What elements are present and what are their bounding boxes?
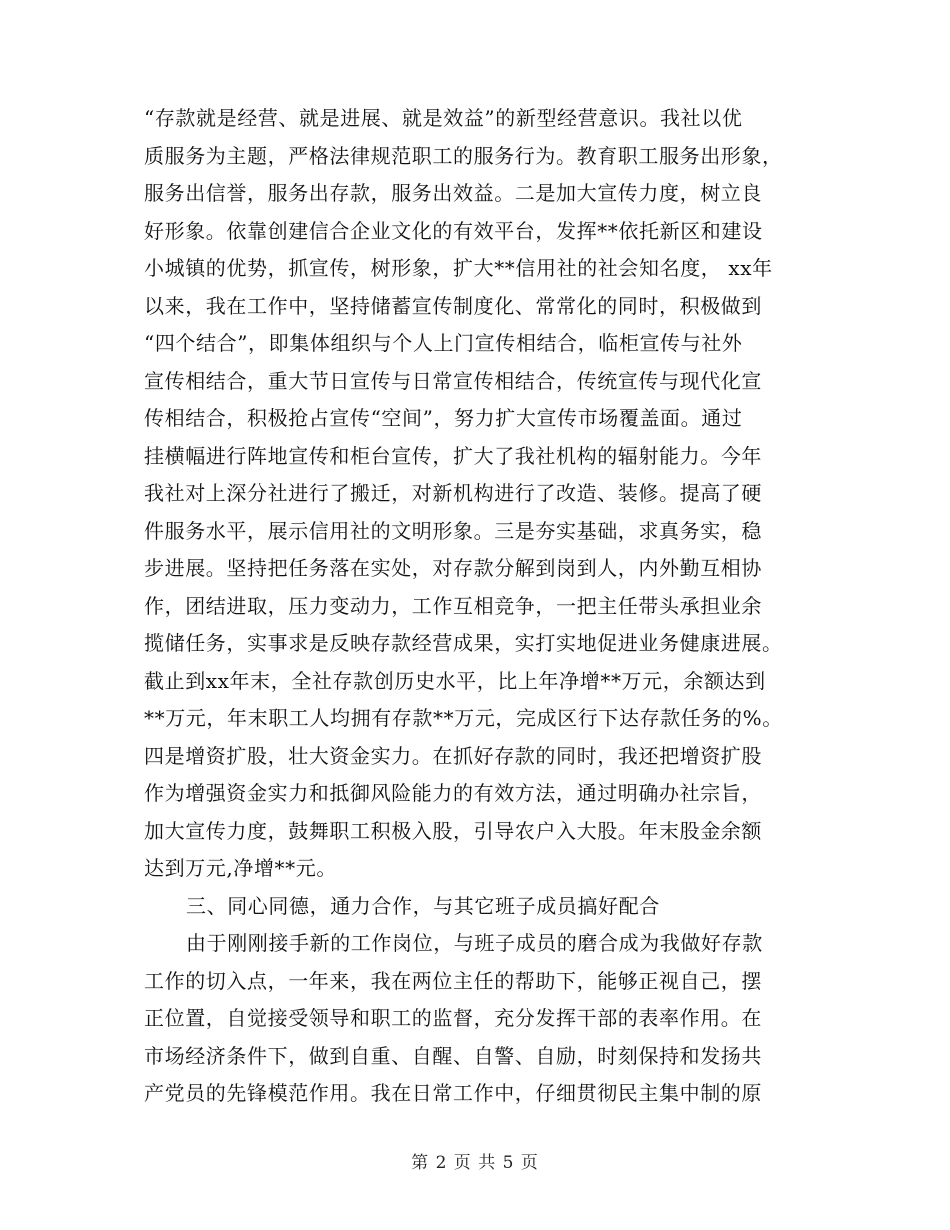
- paragraph-line: 四是增资扩股，壮大资金实力。在抓好存款的同时，我还把增资扩股: [144, 743, 762, 768]
- paragraph-line: 加大宣传力度，鼓舞职工积极入股，引导农户入大股。年末股金余额: [144, 818, 762, 843]
- paragraph-line: “四个结合”，即集体组织与个人上门宣传相结合，临柜宣传与社外: [144, 331, 743, 355]
- paragraph-line: 传相结合，积极抢占宣传“空间”，努力扩大宣传市场覆盖面。通过: [144, 406, 743, 430]
- paragraph-line: 质服务为主题，严格法律规范职工的服务行为。教育职工服务出形象，: [144, 143, 783, 168]
- paragraph-line: 好形象。依靠创建信合企业文化的有效平台，发挥**依托新区和建设: [144, 218, 763, 243]
- paragraph-line: 市场经济条件下，做到自重、自醒、自警、自励，时刻保持和发扬共: [144, 1043, 762, 1068]
- paragraph-line: 作，团结进取，压力变动力，工作互相竞争，一把主任带头承担业余: [144, 593, 762, 618]
- paragraph-line: 我社对上深分社进行了搬迁，对新机构进行了改造、装修。提高了硬: [144, 481, 762, 505]
- paragraph-line: 件服务水平，展示信用社的文明形象。三是夯实基础，求真务实，稳: [144, 518, 762, 543]
- paragraph-line: “存款就是经营、就是进展、就是效益”的新型经营意识。我社以优: [144, 106, 743, 130]
- paragraph-line: 挂横幅进行阵地宣传和柜台宣传，扩大了我社机构的辐射能力。今年: [144, 443, 762, 468]
- paragraph-line: 小城镇的优势，抓宣传，树形象，扩大**信用社的社会知名度， xx年: [144, 256, 773, 280]
- page-number-footer: 第 2 页 共 5 页: [411, 1153, 539, 1173]
- paragraph-line: 产党员的先锋模范作用。我在日常工作中，仔细贯彻民主集中制的原: [144, 1081, 762, 1105]
- section-heading: 三、同心同德，通力合作，与其它班子成员搞好配合: [186, 893, 660, 918]
- paragraph-line: **万元，年末职工人均拥有存款**万元，完成区行下达存款任务的%。: [144, 706, 783, 730]
- paragraph-line: 服务出信誉，服务出存款，服务出效益。二是加大宣传力度，树立良: [144, 181, 762, 205]
- paragraph-line: 步进展。坚持把任务落在实处，对存款分解到岗到人，内外勤互相协: [144, 556, 762, 580]
- paragraph-line: 截止到xx年末，全社存款创历史水平，比上年净增**万元，余额达到: [144, 668, 766, 693]
- paragraph-line: 正位置，自觉接受领导和职工的监督，充分发挥干部的表率作用。在: [144, 1006, 762, 1030]
- paragraph-line: 作为增强资金实力和抵御风险能力的有效方法，通过明确办社宗旨，: [144, 781, 762, 805]
- paragraph-line: 揽储任务，实事求是反映存款经营成果，实打实地促进业务健康进展。: [144, 631, 783, 655]
- paragraph-line: 宣传相结合，重大节日宣传与日常宣传相结合，传统宣传与现代化宣: [144, 368, 762, 393]
- paragraph-line: 工作的切入点，一年来，我在两位主任的帮助下，能够正视自己，摆: [144, 968, 762, 993]
- paragraph-line: 以来，我在工作中，坚持储蓄宣传制度化、常常化的同时，积极做到: [144, 293, 762, 318]
- paragraph-line: 由于刚刚接手新的工作岗位，与班子成员的磨合成为我做好存款: [186, 931, 763, 955]
- document-body: [144, 100, 824, 1113]
- paragraph-line: 达到万元,净增**元。: [144, 856, 337, 880]
